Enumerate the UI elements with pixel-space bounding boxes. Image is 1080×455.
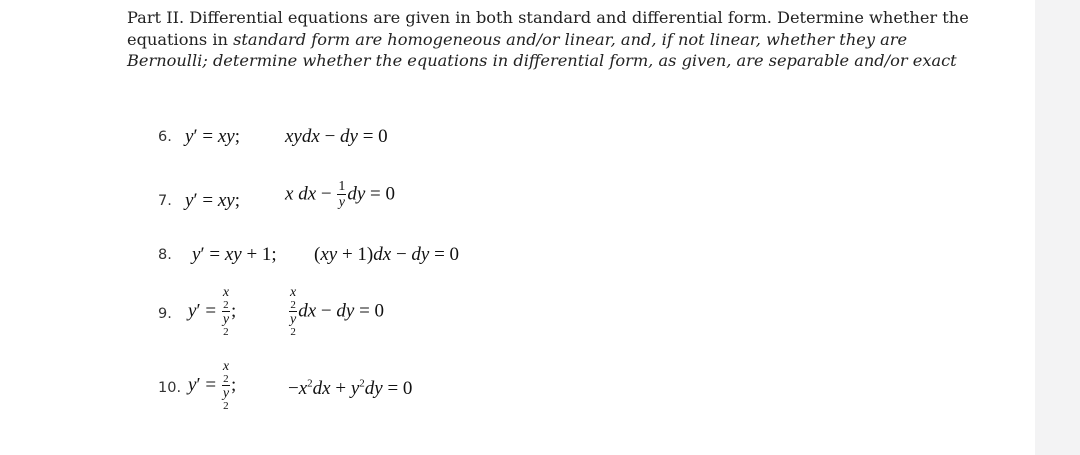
instructions-paragraph (127, 7, 977, 72)
differential-form: x 2 y 2 dx − dy = 0 (290, 285, 385, 338)
standard-form: y′ = xy; (185, 126, 240, 147)
differential-form: (xy + 1)dx − dy = 0 (314, 244, 460, 265)
fraction-one-over-y: $\frac{1}{y}$ (338, 179, 346, 210)
instructions-text-2: standard form are homogeneous and/or linear, and, if not linear, whether they are Bernoulli; determine whether the equations in differential form, as given, are separable and/or exact (127, 29, 957, 70)
fraction-x2-over-y2: x 2 y 2 (222, 359, 230, 412)
standard-form: y′ = x 2 y 2 ; (188, 359, 237, 412)
fraction-x2-over-y2: x 2 y 2 (290, 285, 297, 338)
standard-form: y′ = xy; (185, 190, 240, 211)
standard-form: y′ = x 2 y 2 ; (188, 285, 237, 338)
standard-form: y′ = xy + 1; (192, 244, 277, 265)
problem-number: 7. (158, 193, 172, 209)
differential-form: x dx − $\frac{1}{y}$ dy = 0 (285, 179, 395, 210)
part-label: Part II. (127, 8, 185, 27)
right-sidebar-panel (1035, 0, 1080, 455)
problem-number: 9. (158, 306, 172, 322)
differential-form: xydx − dy = 0 (285, 126, 388, 147)
problem-number: 10. (158, 380, 182, 396)
fraction-x2-over-y2: x 2 y 2 (222, 285, 230, 338)
problem-number: 6. (158, 129, 172, 145)
differential-form: $-x^2dx + y^2dy = 0$ (288, 377, 413, 399)
problem-number: 8. (158, 247, 172, 263)
instructions-text-1: Differential equations are given in both standard and differential form. Determine whether the equations in (127, 8, 969, 49)
